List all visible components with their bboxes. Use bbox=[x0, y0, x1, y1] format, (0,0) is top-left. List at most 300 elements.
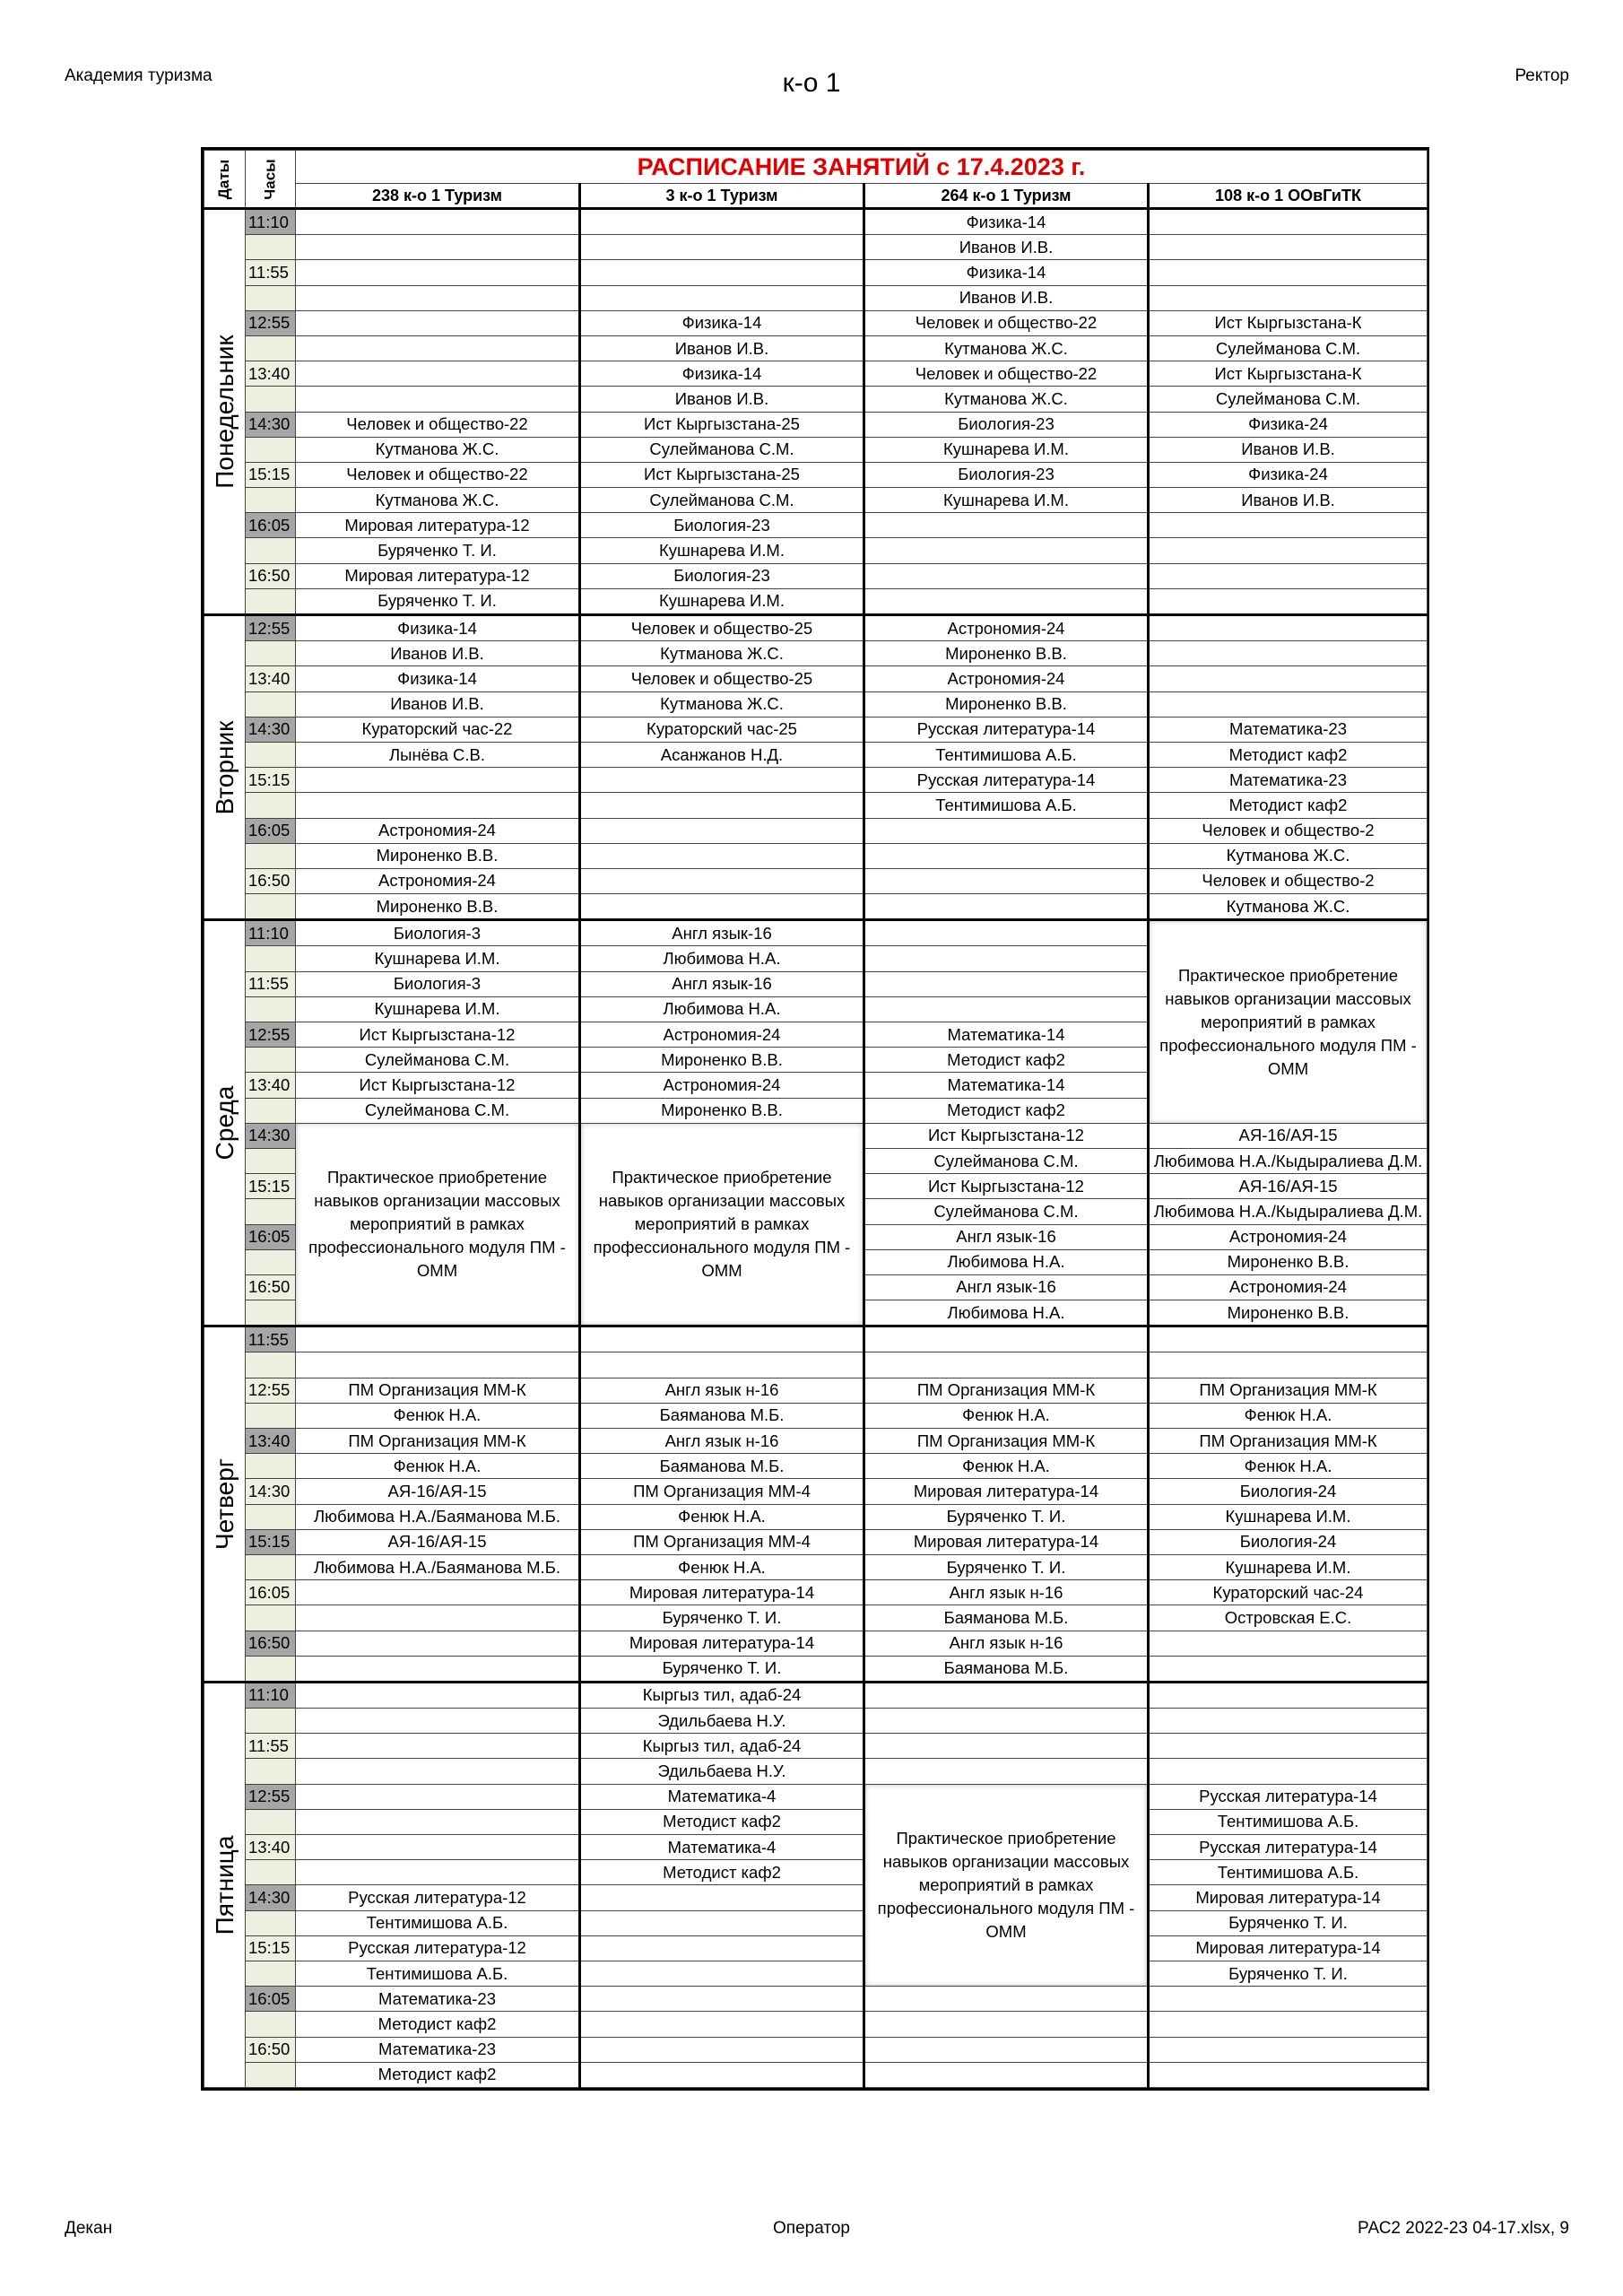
lesson-cell bbox=[296, 1605, 580, 1631]
lesson-cell: Методист каф2 bbox=[864, 1048, 1149, 1073]
table-row bbox=[204, 2062, 1428, 2087]
lesson-cell bbox=[1149, 588, 1428, 614]
lesson-cell bbox=[296, 361, 580, 387]
lesson-cell bbox=[864, 894, 1149, 920]
practice-block: Практическое приобретение навыков организации массовых мероприятий в рамках профессионального модуля ПМ - ОММ bbox=[864, 1784, 1149, 1987]
lesson-cell: Человек и общество-22 bbox=[864, 310, 1149, 335]
lesson-cell: Ист Кыргызстана-К bbox=[1149, 310, 1428, 335]
table-row bbox=[204, 1326, 1428, 1352]
lesson-cell: Математика-14 bbox=[864, 1073, 1149, 1098]
lesson-cell: Астрономия-24 bbox=[296, 868, 580, 893]
lesson-cell: Мироненко В.В. bbox=[1149, 1300, 1428, 1326]
lesson-cell bbox=[864, 1709, 1149, 1734]
lesson-cell: Мироненко В.В. bbox=[1149, 1249, 1428, 1274]
lesson-cell: АЯ-16/АЯ-15 bbox=[296, 1479, 580, 1504]
lesson-cell: Сулейманова С.М. bbox=[1149, 335, 1428, 361]
lesson-cell bbox=[864, 2012, 1149, 2037]
time-cell bbox=[246, 742, 296, 767]
time-cell bbox=[246, 437, 296, 462]
table-row bbox=[204, 588, 1428, 614]
time-cell bbox=[246, 285, 296, 310]
practice-block: Практическое приобретение навыков организации массовых мероприятий в рамках профессионального модуля ПМ - ОММ bbox=[296, 1123, 580, 1326]
lesson-cell: Методист каф2 bbox=[296, 2012, 580, 2037]
time-cell: 12:55 bbox=[246, 1022, 296, 1048]
schedule-title: РАСПИСАНИЕ ЗАНЯТИЙ с 17.4.2023 г. bbox=[296, 151, 1428, 184]
lesson-cell bbox=[580, 2012, 864, 2037]
lesson-cell: Лынёва С.В. bbox=[296, 742, 580, 767]
lesson-cell: Русская литература-14 bbox=[1149, 1784, 1428, 1809]
group-header-238: 238 к-о 1 Туризм bbox=[296, 184, 580, 209]
lesson-cell bbox=[864, 843, 1149, 868]
lesson-cell: Кушнарева И.М. bbox=[296, 996, 580, 1022]
lesson-cell bbox=[864, 1326, 1149, 1352]
lesson-cell: Англ язык-16 bbox=[580, 920, 864, 946]
lesson-cell: Фенюк Н.А. bbox=[1149, 1454, 1428, 1479]
lesson-cell: Человек и общество-2 bbox=[1149, 818, 1428, 843]
lesson-cell bbox=[864, 1682, 1149, 1708]
lesson-cell: Сулейманова С.М. bbox=[296, 1098, 580, 1123]
lesson-cell: Физика-24 bbox=[1149, 412, 1428, 437]
lesson-cell bbox=[864, 996, 1149, 1022]
time-cell: 14:30 bbox=[246, 1885, 296, 1910]
lesson-cell: Астрономия-24 bbox=[864, 666, 1149, 691]
lesson-cell: Англ язык-16 bbox=[864, 1224, 1149, 1249]
table-row bbox=[204, 717, 1428, 742]
lesson-cell: Англ язык н-16 bbox=[864, 1631, 1149, 1656]
lesson-cell: Математика-14 bbox=[864, 1022, 1149, 1048]
time-cell: 15:15 bbox=[246, 768, 296, 793]
lesson-cell: Ист Кыргызстана-12 bbox=[296, 1073, 580, 1098]
table-row bbox=[204, 310, 1428, 335]
lesson-cell: Буряченко Т. И. bbox=[296, 538, 580, 563]
lesson-cell bbox=[1149, 563, 1428, 588]
table-row bbox=[204, 1759, 1428, 1784]
lesson-cell: Ист Кыргызстана-12 bbox=[864, 1174, 1149, 1199]
table-row bbox=[204, 361, 1428, 387]
lesson-cell: Асанжанов Н.Д. bbox=[580, 742, 864, 767]
table-row bbox=[204, 1784, 1428, 1809]
header-right: Ректор bbox=[1515, 66, 1569, 85]
lesson-cell: Методист каф2 bbox=[580, 1809, 864, 1834]
lesson-cell bbox=[580, 285, 864, 310]
lesson-cell: Любимова Н.А. bbox=[580, 946, 864, 971]
table-row bbox=[204, 1682, 1428, 1708]
time-cell bbox=[246, 691, 296, 717]
day-label: Вторник bbox=[210, 720, 239, 815]
lesson-cell bbox=[1149, 513, 1428, 538]
lesson-cell bbox=[1149, 641, 1428, 666]
lesson-cell: Методист каф2 bbox=[1149, 742, 1428, 767]
lesson-cell: Кутманова Ж.С. bbox=[296, 437, 580, 462]
lesson-cell: Буряченко Т. И. bbox=[864, 1554, 1149, 1579]
lesson-cell: Сулейманова С.М. bbox=[296, 1048, 580, 1073]
lesson-cell bbox=[580, 1987, 864, 2012]
lesson-cell: Иванов И.В. bbox=[864, 285, 1149, 310]
hours-column-header: Часы bbox=[246, 151, 296, 209]
lesson-cell bbox=[580, 260, 864, 285]
table-row bbox=[204, 538, 1428, 563]
time-cell bbox=[246, 894, 296, 920]
time-cell: 14:30 bbox=[246, 1479, 296, 1504]
time-cell bbox=[246, 1098, 296, 1123]
time-cell: 16:05 bbox=[246, 513, 296, 538]
lesson-cell: Иванов И.В. bbox=[580, 335, 864, 361]
time-cell bbox=[246, 1656, 296, 1682]
lesson-cell bbox=[580, 868, 864, 893]
lesson-cell: Фенюк Н.А. bbox=[1149, 1403, 1428, 1428]
lesson-cell: Методист каф2 bbox=[864, 1098, 1149, 1123]
table-row bbox=[204, 260, 1428, 285]
lesson-cell: Русская литература-14 bbox=[1149, 1835, 1428, 1860]
lesson-cell: Эдильбаева Н.У. bbox=[580, 1759, 864, 1784]
practice-block: Практическое приобретение навыков организации массовых мероприятий в рамках профессионального модуля ПМ - ОММ bbox=[1149, 920, 1428, 1124]
table-row bbox=[204, 868, 1428, 893]
lesson-cell: Тентимишова А.Б. bbox=[864, 742, 1149, 767]
table-row bbox=[204, 1961, 1428, 1986]
time-cell: 11:55 bbox=[246, 1326, 296, 1352]
table-row bbox=[204, 615, 1428, 641]
lesson-cell bbox=[864, 2062, 1149, 2087]
table-row bbox=[204, 1352, 1428, 1378]
lesson-cell: Мироненко В.В. bbox=[296, 894, 580, 920]
lesson-cell bbox=[1149, 209, 1428, 235]
day-label-cell bbox=[204, 1326, 246, 1683]
group-header-3: 3 к-о 1 Туризм bbox=[580, 184, 864, 209]
time-cell: 16:50 bbox=[246, 563, 296, 588]
lesson-cell bbox=[296, 1580, 580, 1605]
lesson-cell bbox=[864, 1352, 1149, 1378]
lesson-cell: Физика-14 bbox=[580, 310, 864, 335]
lesson-cell bbox=[580, 1935, 864, 1961]
time-cell bbox=[246, 1249, 296, 1274]
lesson-cell bbox=[1149, 285, 1428, 310]
lesson-cell: Математика-23 bbox=[1149, 717, 1428, 742]
lesson-cell: Кутманова Ж.С. bbox=[1149, 894, 1428, 920]
time-cell: 16:05 bbox=[246, 1580, 296, 1605]
footer-left: Декан bbox=[65, 2219, 113, 2238]
time-cell: 16:50 bbox=[246, 2037, 296, 2062]
time-cell: 12:55 bbox=[246, 615, 296, 641]
table-row bbox=[204, 818, 1428, 843]
time-cell bbox=[246, 1759, 296, 1784]
lesson-cell bbox=[296, 1734, 580, 1759]
time-cell: 11:10 bbox=[246, 1682, 296, 1708]
lesson-cell: Астрономия-24 bbox=[1149, 1224, 1428, 1249]
time-cell bbox=[246, 843, 296, 868]
lesson-cell: Русская литература-14 bbox=[864, 717, 1149, 742]
lesson-cell: Кутманова Ж.С. bbox=[1149, 843, 1428, 868]
group-header-264: 264 к-о 1 Туризм bbox=[864, 184, 1149, 209]
table-row bbox=[204, 1987, 1428, 2012]
time-cell bbox=[246, 1352, 296, 1378]
day-label: Пятница bbox=[210, 1835, 239, 1935]
lesson-cell: Кураторский час-24 bbox=[1149, 1580, 1428, 1605]
lesson-cell bbox=[296, 285, 580, 310]
time-cell bbox=[246, 2062, 296, 2087]
lesson-cell: Ист Кыргызстана-12 bbox=[296, 1022, 580, 1048]
lesson-cell: Любимова Н.А./Баяманова М.Б. bbox=[296, 1504, 580, 1529]
lesson-cell bbox=[580, 2062, 864, 2087]
lesson-cell: Ист Кыргызстана-12 bbox=[864, 1123, 1149, 1148]
time-cell: 13:40 bbox=[246, 1835, 296, 1860]
lesson-cell bbox=[864, 920, 1149, 946]
table-row bbox=[204, 1709, 1428, 1734]
lesson-cell: Человек и общество-22 bbox=[864, 361, 1149, 387]
time-cell: 11:10 bbox=[246, 209, 296, 235]
table-row bbox=[204, 666, 1428, 691]
lesson-cell bbox=[296, 335, 580, 361]
table-row bbox=[204, 1835, 1428, 1860]
table-row bbox=[204, 1403, 1428, 1428]
lesson-cell bbox=[864, 818, 1149, 843]
lesson-cell: Сулейманова С.М. bbox=[864, 1199, 1149, 1224]
lesson-cell bbox=[296, 1709, 580, 1734]
time-cell: 13:40 bbox=[246, 1073, 296, 1098]
lesson-cell: Кушнарева И.М. bbox=[580, 588, 864, 614]
time-cell bbox=[246, 335, 296, 361]
lesson-cell: Эдильбаева Н.У. bbox=[580, 1709, 864, 1734]
lesson-cell bbox=[580, 1910, 864, 1935]
lesson-cell: Человек и общество-22 bbox=[296, 462, 580, 487]
lesson-cell bbox=[1149, 1734, 1428, 1759]
lesson-cell bbox=[296, 1860, 580, 1885]
lesson-cell bbox=[580, 818, 864, 843]
lesson-cell bbox=[1149, 1709, 1428, 1734]
time-cell bbox=[246, 1554, 296, 1579]
time-cell: 15:15 bbox=[246, 1529, 296, 1554]
lesson-cell: Баяманова М.Б. bbox=[864, 1605, 1149, 1631]
table-row bbox=[204, 894, 1428, 920]
lesson-cell: Кутманова Ж.С. bbox=[864, 335, 1149, 361]
footer-right: РАС2 2022-23 04-17.xlsx, 9 bbox=[1358, 2219, 1569, 2238]
lesson-cell: Биология-23 bbox=[864, 412, 1149, 437]
lesson-cell: Буряченко Т. И. bbox=[1149, 1961, 1428, 1986]
lesson-cell: Любимова Н.А. bbox=[864, 1300, 1149, 1326]
lesson-cell bbox=[296, 1835, 580, 1860]
lesson-cell bbox=[1149, 260, 1428, 285]
lesson-cell: Любимова Н.А. bbox=[580, 996, 864, 1022]
lesson-cell: Иванов И.В. bbox=[580, 387, 864, 412]
day-label-cell bbox=[204, 1682, 246, 2087]
time-cell: 15:15 bbox=[246, 1935, 296, 1961]
lesson-cell bbox=[1149, 2012, 1428, 2037]
table-row bbox=[204, 1935, 1428, 1961]
group-header-108: 108 к-о 1 ООвГиТК bbox=[1149, 184, 1428, 209]
lesson-cell bbox=[1149, 1631, 1428, 1656]
time-cell: 16:50 bbox=[246, 1274, 296, 1300]
time-cell: 12:55 bbox=[246, 1378, 296, 1403]
lesson-cell: Физика-14 bbox=[864, 260, 1149, 285]
lesson-cell bbox=[580, 209, 864, 235]
lesson-cell: Сулейманова С.М. bbox=[580, 488, 864, 513]
lesson-cell bbox=[296, 260, 580, 285]
lesson-cell bbox=[1149, 691, 1428, 717]
lesson-cell: Кутманова Ж.С. bbox=[296, 488, 580, 513]
lesson-cell bbox=[1149, 1656, 1428, 1682]
lesson-cell bbox=[296, 310, 580, 335]
time-cell: 15:15 bbox=[246, 462, 296, 487]
lesson-cell: Кыргыз тил, адаб-24 bbox=[580, 1734, 864, 1759]
lesson-cell: Методист каф2 bbox=[580, 1860, 864, 1885]
table-row bbox=[204, 793, 1428, 818]
lesson-cell bbox=[296, 768, 580, 793]
table-row bbox=[204, 1580, 1428, 1605]
lesson-cell bbox=[580, 1352, 864, 1378]
day-label-cell bbox=[204, 920, 246, 1326]
lesson-cell: Любимова Н.А./Кыдыралиева Д.М. bbox=[1149, 1148, 1428, 1173]
lesson-cell: Человек и общество-25 bbox=[580, 615, 864, 641]
lesson-cell bbox=[296, 1784, 580, 1809]
time-cell: 16:50 bbox=[246, 1631, 296, 1656]
lesson-cell bbox=[296, 235, 580, 260]
lesson-cell: Фенюк Н.А. bbox=[864, 1454, 1149, 1479]
table-row bbox=[204, 1554, 1428, 1579]
lesson-cell: ПМ Организация ММ-К bbox=[864, 1429, 1149, 1454]
lesson-cell: Тентимишова А.Б. bbox=[296, 1910, 580, 1935]
table-row bbox=[204, 1529, 1428, 1554]
lesson-cell bbox=[1149, 2062, 1428, 2087]
time-cell bbox=[246, 2012, 296, 2037]
table-row bbox=[204, 488, 1428, 513]
time-cell bbox=[246, 1709, 296, 1734]
lesson-cell: Русская литература-14 bbox=[864, 768, 1149, 793]
time-cell: 14:30 bbox=[246, 412, 296, 437]
lesson-cell: Кураторский час-25 bbox=[580, 717, 864, 742]
lesson-cell: Кутманова Ж.С. bbox=[580, 641, 864, 666]
lesson-cell: Иванов И.В. bbox=[864, 235, 1149, 260]
table-row bbox=[204, 641, 1428, 666]
table-row bbox=[204, 1631, 1428, 1656]
lesson-cell: Мировая литература-14 bbox=[864, 1529, 1149, 1554]
time-cell: 15:15 bbox=[246, 1174, 296, 1199]
lesson-cell: Буряченко Т. И. bbox=[296, 588, 580, 614]
lesson-cell: ПМ Организация ММ-К bbox=[296, 1378, 580, 1403]
table-row bbox=[204, 2012, 1428, 2037]
lesson-cell: Ист Кыргызстана-25 bbox=[580, 412, 864, 437]
lesson-cell: Тентимишова А.Б. bbox=[1149, 1809, 1428, 1834]
time-cell bbox=[246, 588, 296, 614]
lesson-cell bbox=[296, 1656, 580, 1682]
lesson-cell: Кушнарева И.М. bbox=[864, 437, 1149, 462]
time-cell bbox=[246, 1504, 296, 1529]
lesson-cell bbox=[580, 235, 864, 260]
lesson-cell: Человек и общество-25 bbox=[580, 666, 864, 691]
time-cell: 11:55 bbox=[246, 1734, 296, 1759]
table-row bbox=[204, 1504, 1428, 1529]
lesson-cell: Кушнарева И.М. bbox=[864, 488, 1149, 513]
time-cell bbox=[246, 1454, 296, 1479]
time-cell bbox=[246, 1300, 296, 1326]
day-label: Среда bbox=[210, 1085, 239, 1161]
lesson-cell bbox=[1149, 1682, 1428, 1708]
lesson-cell: Англ язык-16 bbox=[580, 971, 864, 996]
lesson-cell: Физика-14 bbox=[864, 209, 1149, 235]
lesson-cell: Кутманова Ж.С. bbox=[864, 387, 1149, 412]
lesson-cell: Человек и общество-2 bbox=[1149, 868, 1428, 893]
time-cell: 14:30 bbox=[246, 717, 296, 742]
lesson-cell: Биология-23 bbox=[864, 462, 1149, 487]
lesson-cell: Иванов И.В. bbox=[296, 691, 580, 717]
lesson-cell: Англ язык н-16 bbox=[580, 1378, 864, 1403]
lesson-cell bbox=[864, 538, 1149, 563]
lesson-cell: Ист Кыргызстана-25 bbox=[580, 462, 864, 487]
lesson-cell: Русская литература-12 bbox=[296, 1935, 580, 1961]
table-row bbox=[204, 2037, 1428, 2062]
table-row bbox=[204, 235, 1428, 260]
lesson-cell: Англ язык н-16 bbox=[580, 1429, 864, 1454]
schedule-table bbox=[201, 147, 1429, 2091]
lesson-cell: Биология-24 bbox=[1149, 1479, 1428, 1504]
time-cell: 12:55 bbox=[246, 1784, 296, 1809]
lesson-cell: Островская Е.С. bbox=[1149, 1605, 1428, 1631]
time-cell: 16:50 bbox=[246, 868, 296, 893]
lesson-cell: Кыргыз тил, адаб-24 bbox=[580, 1682, 864, 1708]
lesson-cell: Мироненко В.В. bbox=[296, 843, 580, 868]
time-cell bbox=[246, 1199, 296, 1224]
time-cell bbox=[246, 1403, 296, 1428]
lesson-cell: ПМ Организация ММ-К bbox=[1149, 1429, 1428, 1454]
table-row bbox=[204, 768, 1428, 793]
lesson-cell: Мировая литература-14 bbox=[1149, 1885, 1428, 1910]
lesson-cell: Методист каф2 bbox=[1149, 793, 1428, 818]
lesson-cell bbox=[864, 1987, 1149, 2012]
lesson-cell: Русская литература-12 bbox=[296, 1885, 580, 1910]
lesson-cell: Мировая литература-14 bbox=[580, 1631, 864, 1656]
table-row bbox=[204, 1605, 1428, 1631]
lesson-cell: АЯ-16/АЯ-15 bbox=[296, 1529, 580, 1554]
time-cell: 16:05 bbox=[246, 818, 296, 843]
lesson-cell: Фенюк Н.А. bbox=[580, 1504, 864, 1529]
lesson-cell bbox=[580, 1961, 864, 1986]
table-row bbox=[204, 1378, 1428, 1403]
time-cell bbox=[246, 1048, 296, 1073]
lesson-cell: Математика-23 bbox=[296, 1987, 580, 2012]
table-row bbox=[204, 1454, 1428, 1479]
table-row bbox=[204, 742, 1428, 767]
time-cell: 13:40 bbox=[246, 1429, 296, 1454]
practice-block: Практическое приобретение навыков организации массовых мероприятий в рамках профессионального модуля ПМ - ОММ bbox=[580, 1123, 864, 1326]
lesson-cell: Тентимишова А.Б. bbox=[864, 793, 1149, 818]
lesson-cell: АЯ-16/АЯ-15 bbox=[1149, 1174, 1428, 1199]
time-cell bbox=[246, 1809, 296, 1834]
lesson-cell bbox=[296, 387, 580, 412]
table-row bbox=[204, 209, 1428, 235]
lesson-cell bbox=[864, 1759, 1149, 1784]
table-row bbox=[204, 843, 1428, 868]
time-cell: 11:10 bbox=[246, 920, 296, 946]
lesson-cell: Биология-23 bbox=[580, 563, 864, 588]
lesson-cell: Любимова Н.А./Кыдыралиева Д.М. bbox=[1149, 1199, 1428, 1224]
lesson-cell: Англ язык н-16 bbox=[864, 1580, 1149, 1605]
time-cell: 16:05 bbox=[246, 1224, 296, 1249]
lesson-cell bbox=[1149, 1759, 1428, 1784]
lesson-cell: Кутманова Ж.С. bbox=[580, 691, 864, 717]
table-row bbox=[204, 1429, 1428, 1454]
time-cell bbox=[246, 538, 296, 563]
lesson-cell: Сулейманова С.М. bbox=[1149, 387, 1428, 412]
table-row bbox=[204, 1809, 1428, 1834]
lesson-cell bbox=[296, 1809, 580, 1834]
lesson-cell bbox=[1149, 538, 1428, 563]
lesson-cell: Человек и общество-22 bbox=[296, 412, 580, 437]
lesson-cell bbox=[296, 1759, 580, 1784]
lesson-cell bbox=[1149, 2037, 1428, 2062]
lesson-cell bbox=[580, 1326, 864, 1352]
table-row bbox=[204, 920, 1428, 946]
time-cell: 12:55 bbox=[246, 310, 296, 335]
lesson-cell bbox=[296, 1631, 580, 1656]
lesson-cell: Фенюк Н.А. bbox=[864, 1403, 1149, 1428]
